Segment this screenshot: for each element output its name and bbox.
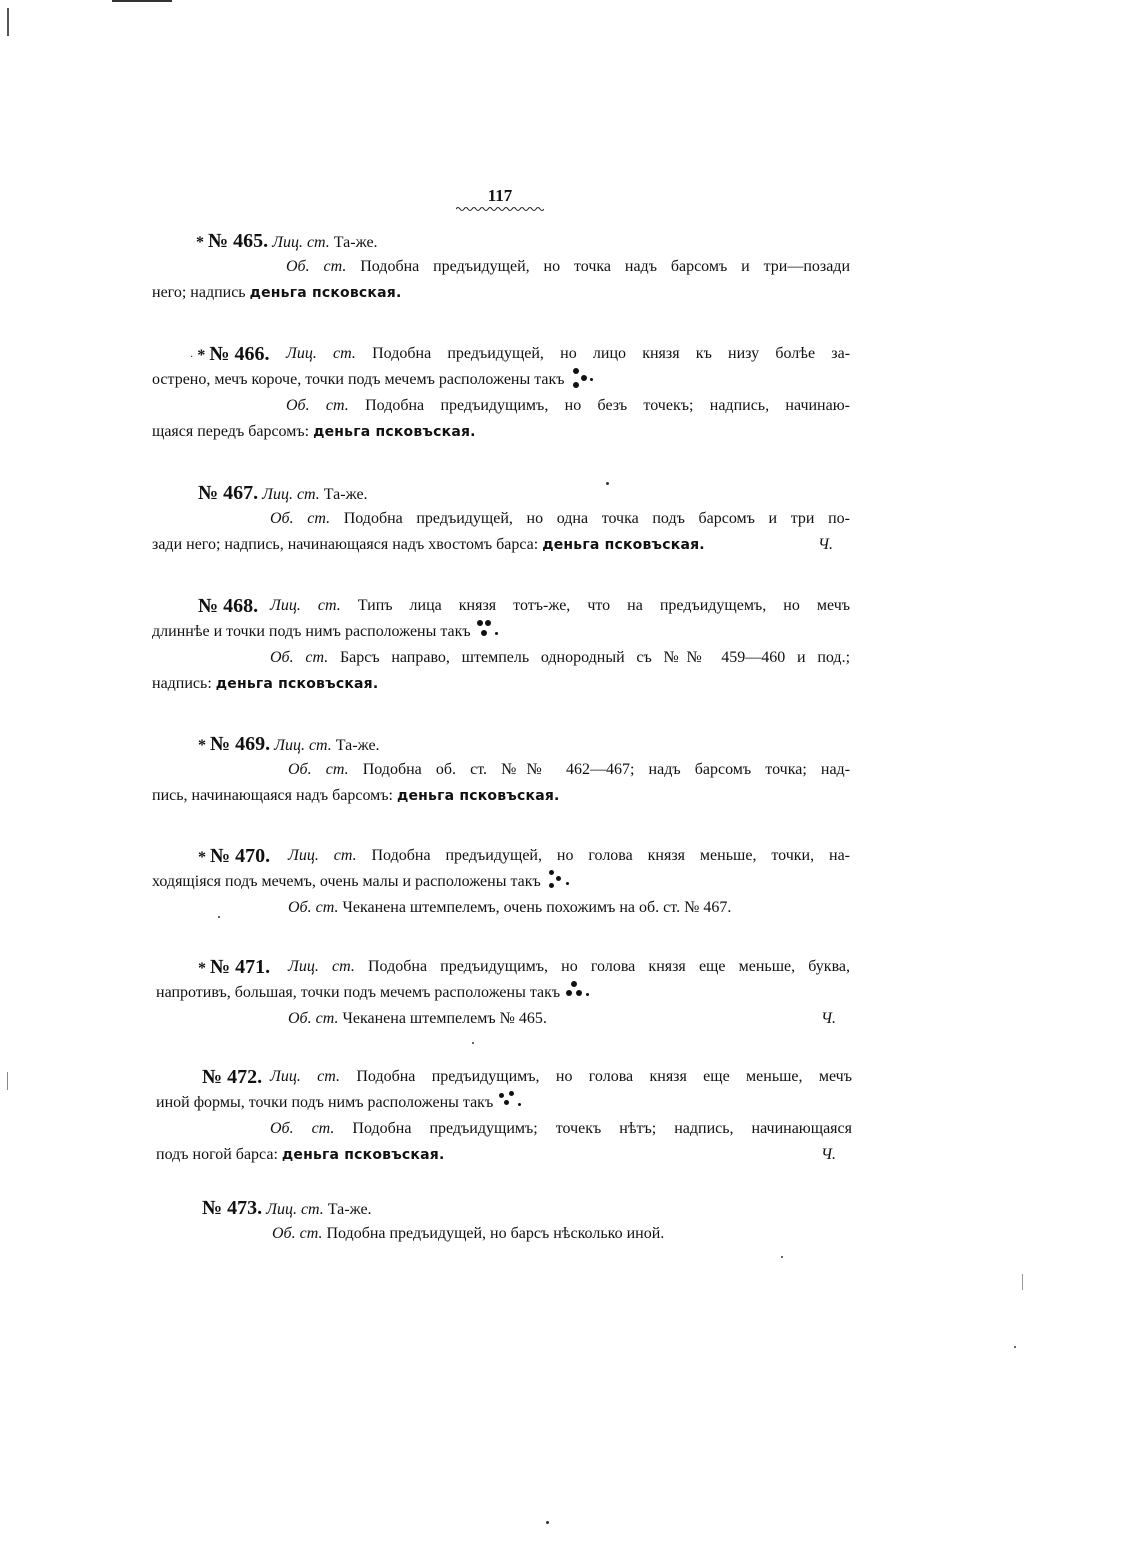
scan-edge-mark bbox=[7, 1072, 8, 1090]
scan-edge-mark bbox=[1022, 1274, 1023, 1290]
obverse-label: Лиц. ст. bbox=[286, 345, 356, 362]
dot-arrangement-icon bbox=[564, 981, 590, 1001]
obverse-text: Та-же. bbox=[327, 1201, 372, 1218]
collection-mark: Ч. bbox=[821, 1146, 837, 1163]
obverse-text: Та-же. bbox=[335, 737, 380, 754]
coin-inscription: деньга псковъская. bbox=[215, 676, 379, 692]
reverse-label: Об. ст. bbox=[272, 1225, 323, 1242]
entry-number: № 465. bbox=[208, 230, 269, 252]
scan-edge-mark bbox=[7, 8, 9, 36]
entry-number: № 473. bbox=[202, 1197, 263, 1219]
obverse-text-continued: острено, мечъ короче, точки подъ мечемъ расположены такъ bbox=[152, 371, 565, 388]
reverse-label: Об. ст. bbox=[286, 258, 347, 275]
dot-arrangement-icon bbox=[475, 620, 501, 640]
reverse-label: Об. ст. bbox=[270, 1120, 335, 1137]
scan-speck bbox=[781, 1256, 783, 1258]
dot-arrangement-icon bbox=[497, 1091, 523, 1111]
obverse-label: Лиц. ст. bbox=[262, 486, 320, 503]
obverse-text-continued: ходящіяся подъ мечемъ, очень малы и расположены такъ bbox=[152, 873, 541, 890]
entry-number: № 466. bbox=[209, 343, 270, 365]
obverse-label: Лиц. ст. bbox=[288, 958, 355, 975]
obverse-text-continued: иной формы, точки подъ нимъ расположены такъ bbox=[156, 1094, 494, 1111]
reverse-text: Подобна предъидущей, но точка надъ барсомъ и три—позади bbox=[360, 258, 851, 275]
obverse-label: Лиц. ст. bbox=[270, 1068, 341, 1085]
reverse-text-continued: надпись: bbox=[152, 675, 212, 692]
reverse-label: Об. ст. bbox=[270, 510, 331, 527]
entry-number: № 467. bbox=[198, 482, 259, 504]
obverse-text: Подобна предъидущей, но лицо князя къ низу болѣе за- bbox=[372, 345, 851, 362]
reverse-text-continued: пись, начинающаяся надъ барсомъ: bbox=[152, 787, 393, 804]
star-marker: * bbox=[196, 234, 204, 251]
reverse-label: Об. ст. bbox=[288, 761, 349, 778]
dot-arrangement-icon bbox=[545, 870, 571, 890]
scan-speck bbox=[472, 1042, 474, 1044]
reverse-text-continued: щаяся передъ барсомъ: bbox=[152, 423, 310, 440]
reverse-text: Подобна предъидущей, но барсъ нѣсколько иной. bbox=[326, 1225, 665, 1242]
reverse-text: Подобна предъидущимъ, но безъ точекъ; надпись, начинаю- bbox=[365, 397, 850, 414]
obverse-label: Лиц. ст. bbox=[270, 597, 341, 614]
obverse-text-continued: длиннѣе и точки подъ нимъ расположены такъ bbox=[152, 623, 471, 640]
obverse-text: Типъ лица князя тотъ-же, что на предъидущемъ, но мечъ bbox=[357, 597, 851, 614]
coin-inscription: деньга псковъская. bbox=[542, 537, 705, 553]
page-number: 117 bbox=[487, 186, 513, 205]
reverse-text: Чеканена штемпелемъ № 465. bbox=[342, 1010, 547, 1027]
entry-number: № 472. bbox=[202, 1066, 263, 1088]
obverse-text-continued: напротивъ, большая, точки подъ мечемъ расположены такъ bbox=[156, 984, 561, 1001]
reverse-text: Подобна предъидущимъ; точекъ нѣтъ; надпись, начинающаяся bbox=[352, 1120, 853, 1137]
coin-inscription: деньга псковъская. bbox=[313, 424, 476, 440]
star-marker: * bbox=[197, 347, 206, 364]
star-marker: * bbox=[198, 849, 206, 866]
entry-number: № 470. bbox=[210, 845, 271, 867]
obverse-label: Лиц. ст. bbox=[272, 234, 330, 251]
obverse-label: Лиц. ст. bbox=[274, 737, 332, 754]
reverse-label: Об. ст. bbox=[286, 397, 349, 414]
page-number-ornament bbox=[456, 206, 544, 212]
star-marker: * bbox=[198, 737, 206, 754]
reverse-text: Подобна предъидущей, но одна точка подъ барсомъ и три по- bbox=[343, 510, 851, 527]
scan-speck bbox=[218, 916, 220, 918]
reverse-label: Об. ст. bbox=[288, 1010, 339, 1027]
reverse-text-continued: него; надпись bbox=[152, 284, 246, 301]
collection-mark: Ч. bbox=[818, 536, 834, 553]
scan-speck bbox=[606, 482, 609, 485]
coin-inscription: деньга псковская. bbox=[249, 285, 402, 301]
star-marker: * bbox=[198, 960, 206, 977]
scan-speck bbox=[546, 1521, 549, 1524]
obverse-text: Подобна предъидущей, но голова князя меньше, точки, на- bbox=[371, 847, 850, 864]
reverse-text-continued: зади него; надпись, начинающаяся надъ хвостомъ барса: bbox=[152, 536, 539, 553]
scan-edge-mark bbox=[112, 0, 172, 2]
reverse-label: Об. ст. bbox=[288, 899, 339, 916]
obverse-text: Подобна предъидущимъ, но голова князя еще меньше, мечъ bbox=[356, 1068, 853, 1085]
obverse-text: Та-же. bbox=[323, 486, 368, 503]
reverse-label: Об. ст. bbox=[270, 649, 329, 666]
entry-number: № 469. bbox=[210, 733, 271, 755]
reverse-text: Барсъ направо, штемпель однородный съ №№ 459—460 и под.; bbox=[339, 649, 851, 666]
obverse-text: Подобна предъидущимъ, но голова князя еще меньше, буква, bbox=[368, 958, 851, 975]
dot-arrangement-icon bbox=[569, 368, 595, 388]
scan-speck bbox=[1014, 1346, 1016, 1348]
entry-number: № 471. bbox=[210, 956, 271, 978]
obverse-label: Лиц. ст. bbox=[288, 847, 357, 864]
reverse-text: Подобна об. ст. №№ 462—467; надъ барсомъ точка; над- bbox=[362, 761, 851, 778]
obverse-text: Та-же. bbox=[333, 234, 378, 251]
reverse-text: Чеканена штемпелемъ, очень похожимъ на об. ст. № 467. bbox=[342, 899, 732, 916]
coin-inscription: деньга псковъская. bbox=[281, 1147, 445, 1163]
obverse-label: Лиц. ст. bbox=[266, 1201, 324, 1218]
coin-inscription: деньга псковъская. bbox=[396, 788, 560, 804]
reverse-text-continued: подъ ногой барса: bbox=[156, 1146, 278, 1163]
entry-number: № 468. bbox=[198, 595, 259, 617]
collection-mark: Ч. bbox=[821, 1010, 837, 1027]
